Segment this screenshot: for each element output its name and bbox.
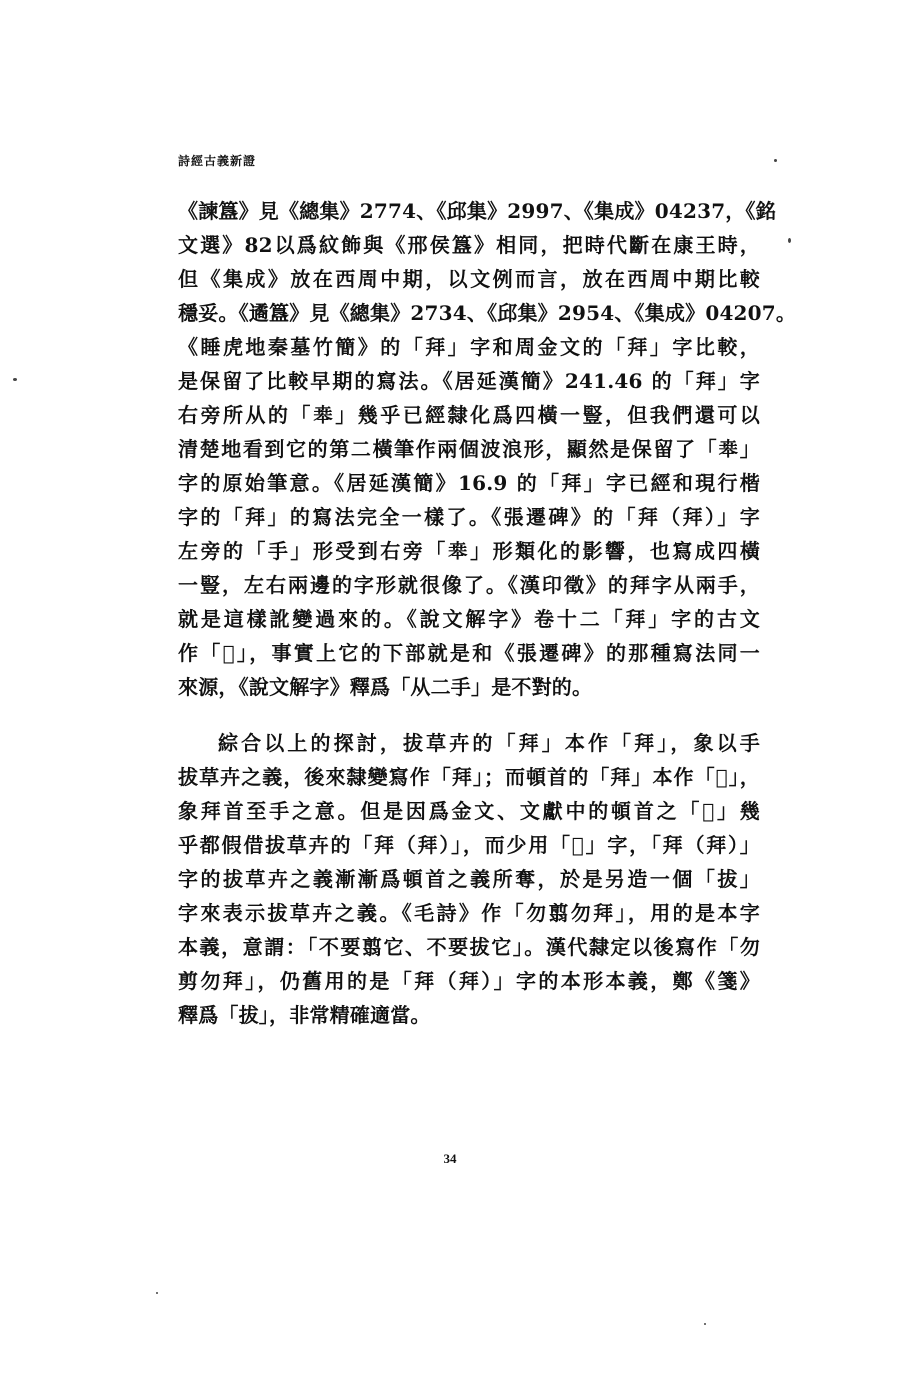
- text-line: 剪勿拜」，仍舊用的是「拜（拜）」字的本形本義，鄭《箋》: [178, 969, 760, 993]
- scan-speck: [704, 1323, 706, 1325]
- text-line: 右旁所从的「𠦪」幾乎已經隸化爲四橫一豎，但我們還可以: [178, 403, 760, 427]
- text-line: 文選》82以爲紋飾與《邢侯簋》相同，把時代斷在康王時，: [178, 233, 760, 257]
- text-line: 《諫簋》見《總集》2774、《邱集》2997、《集成》04237，《銘: [178, 199, 776, 223]
- body-text: [178, 194, 797, 1032]
- text-line: 字的拔草卉之義漸漸爲頓首之義所奪，於是另造一個「拔」: [178, 867, 760, 891]
- scan-speck: [774, 159, 777, 162]
- text-line: 來源，《說文解字》釋爲「从二手」是不對的。: [178, 675, 593, 699]
- text-line: 左旁的「手」形受到右旁「𠦪」形類化的影響，也寫成四橫: [178, 539, 760, 563]
- text-line: 但《集成》放在西周中期，以文例而言，放在西周中期比較: [178, 267, 760, 291]
- text-line: 字來表示拔草卉之義。《毛詩》作「勿翦勿拜」，用的是本字: [178, 901, 760, 925]
- text-line: 清楚地看到它的第二橫筆作兩個波浪形，顯然是保留了「𠦪」: [178, 437, 760, 461]
- paragraph-gap: [178, 704, 760, 726]
- text-line: 是保留了比較早期的寫法。《居延漢簡》241.46 的「拜」字: [178, 369, 760, 393]
- text-line: 本義，意謂：「不要翦它、不要拔它」。漢代隸定以後寫作「勿: [178, 935, 760, 959]
- text-line: 就是這樣訛變過來的。《說文解字》卷十二「拜」字的古文: [178, 607, 760, 631]
- paragraph-1: [178, 194, 797, 704]
- text-line: 拔草卉之義，後來隸變寫作「拜」；而頓首的「拜」本作「𩒨」，: [178, 765, 760, 789]
- text-line: 綜合以上的探討，拔草卉的「拜」本作「拜」，象以手: [218, 731, 760, 755]
- running-title: 詩經古義新證: [178, 154, 257, 168]
- text-line: 乎都假借拔草卉的「拜（拜）」，而少用「𩒨」字，「拜（拜）」: [178, 833, 760, 857]
- text-line: 字的原始筆意。《居延漢簡》16.9 的「拜」字已經和現行楷: [178, 471, 760, 495]
- page-number: 34: [443, 1151, 457, 1166]
- text-line: 作「𢍴」，事實上它的下部就是和《張遷碑》的那種寫法同一: [178, 641, 760, 665]
- text-line: 象拜首至手之意。但是因爲金文、文獻中的頓首之「𩒨」幾: [178, 799, 760, 823]
- scan-speck: [156, 1292, 158, 1294]
- scan-speck: [13, 378, 17, 381]
- text-line: 釋爲「拔」，非常精確適當。: [178, 1003, 431, 1027]
- text-line: 穩妥。《遹簋》見《總集》2734、《邱集》2954、《集成》04207。: [178, 301, 797, 325]
- text-line: 字的「拜」的寫法完全一樣了。《張遷碑》的「拜（拜）」字: [178, 505, 760, 529]
- text-line: 一豎，左右兩邊的字形就很像了。《漢印徵》的拜字从兩手，: [178, 573, 760, 597]
- paragraph-2: [178, 726, 760, 1032]
- scan-speck: [788, 238, 791, 243]
- text-line: 《睡虎地秦墓竹簡》的「拜」字和周金文的「拜」字比較，: [178, 335, 760, 359]
